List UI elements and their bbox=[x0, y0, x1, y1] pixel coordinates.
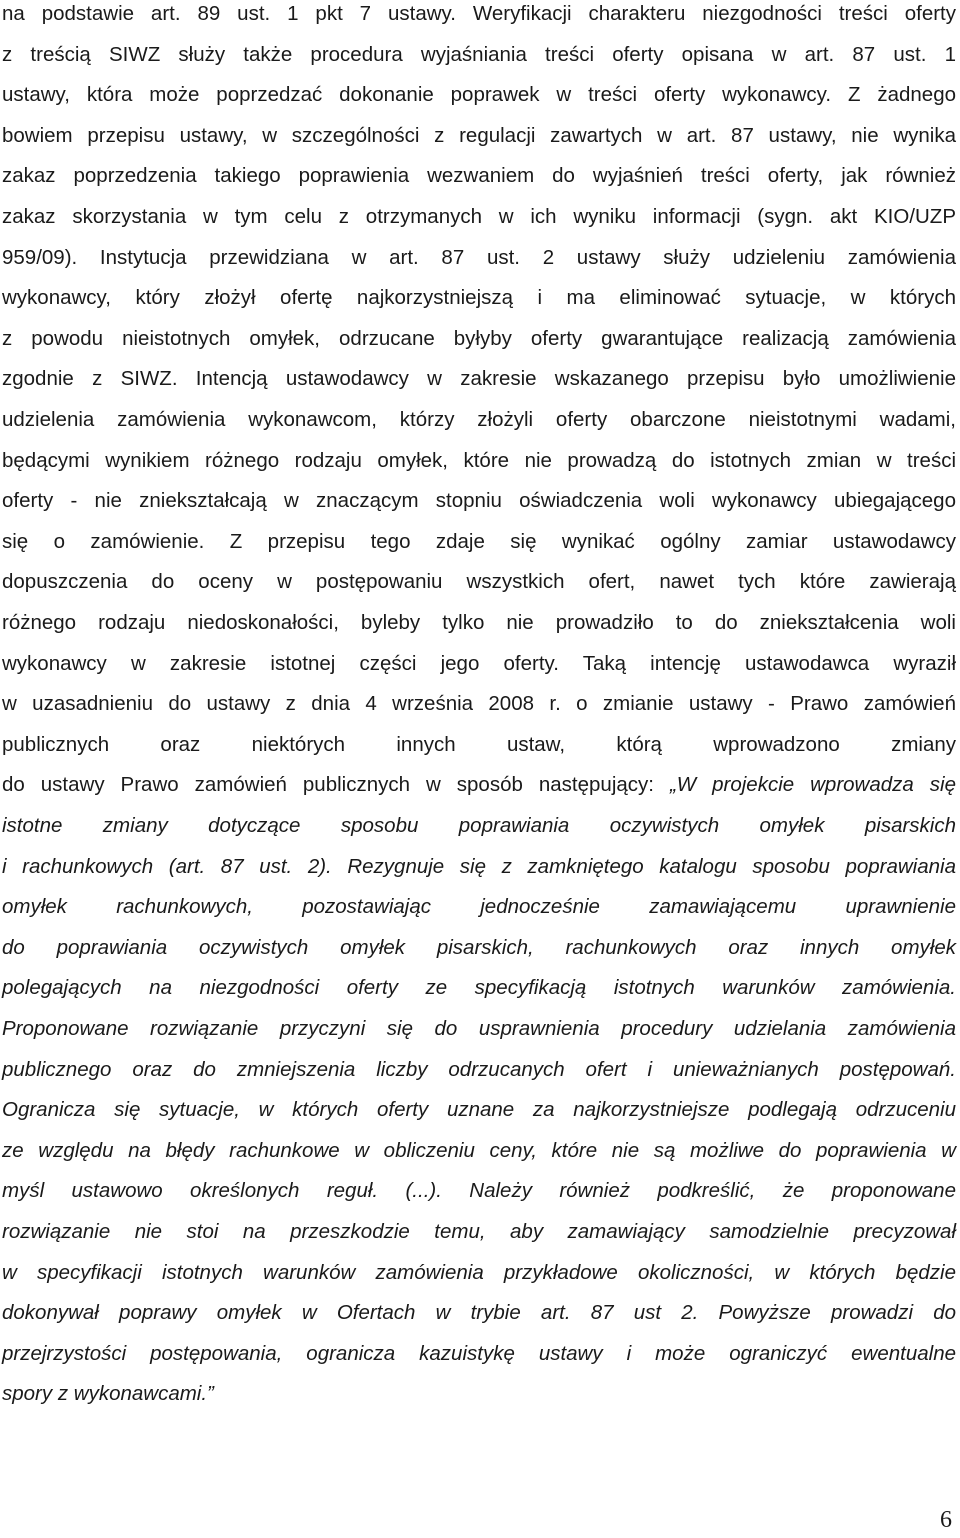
text-line bbox=[2, 365, 956, 393]
quoted-text-segment: w specyfikacji istotnych warunków zamówienia przykładowe okoliczności, w których będzie bbox=[2, 1260, 956, 1284]
text-line bbox=[2, 1015, 956, 1043]
quoted-text-segment: ze względu na błędy rachunkowe w obliczeniu ceny, które nie są możliwe do poprawienia w bbox=[2, 1138, 956, 1162]
text-line bbox=[2, 1259, 956, 1287]
text-line bbox=[2, 1380, 956, 1408]
text-line bbox=[2, 771, 956, 799]
text-line bbox=[2, 731, 956, 759]
quoted-text-segment: Proponowane rozwiązanie przyczyni się do usprawnienia procedury udzielania zamówienia bbox=[2, 1017, 956, 1040]
text-segment: w uzasadnieniu do ustawy z dnia 4 września 2008 r. o zmianie ustawy - Prawo zamówień bbox=[2, 692, 956, 716]
text-line bbox=[2, 0, 956, 28]
quoted-text-segment: „W projekcie wprowadza się bbox=[669, 773, 956, 797]
text-line bbox=[2, 244, 956, 272]
text-line bbox=[2, 325, 956, 353]
quoted-text-segment: polegających na niezgodności oferty ze specyfikacją istotnych warunków zamówienia. bbox=[2, 976, 956, 1000]
text-line bbox=[2, 528, 956, 556]
text-line bbox=[2, 650, 956, 678]
text-segment: zakaz skorzystania w tym celu z otrzymanych w ich wyniku informacji (sygn. akt KIO/UZP bbox=[2, 205, 956, 228]
text-line bbox=[2, 203, 956, 231]
quoted-text-segment: publicznego oraz do zmniejszenia liczby odrzucanych ofert i unieważnianych postępowań. bbox=[2, 1057, 956, 1081]
text-segment: bowiem przepisu ustawy, w szczególności z regulacji zawartych w art. 87 ustawy, nie wynika bbox=[2, 123, 956, 147]
quoted-text-segment: rozwiązanie nie stoi na przeszkodzie temu, aby zamawiający samodzielnie precyzował bbox=[2, 1220, 956, 1243]
text-segment: będącymi wynikiem różnego rodzaju omyłek, które nie prowadzą do istotnych zmian w treści bbox=[2, 448, 956, 472]
text-line bbox=[2, 406, 956, 434]
text-line bbox=[2, 1056, 956, 1084]
text-line bbox=[2, 812, 956, 840]
text-line bbox=[2, 162, 956, 190]
text-line bbox=[2, 974, 956, 1002]
text-segment: zakaz poprzedzenia takiego poprawienia wezwaniem do wyjaśnień treści oferty, jak również bbox=[2, 164, 956, 188]
quoted-text-segment: Ogranicza się sytuacje, w których oferty uznane za najkorzystniejsze podlegają odrzuceniu bbox=[2, 1098, 956, 1122]
text-segment: się o zamówienie. Z przepisu tego zdaje się wynikać ogólny zamiar ustawodawcy bbox=[2, 529, 956, 553]
quoted-text-segment: do poprawiania oczywistych omyłek pisarskich, rachunkowych oraz innych omyłek bbox=[2, 935, 956, 959]
text-line bbox=[2, 284, 956, 312]
text-segment: zgodnie z SIWZ. Intencją ustawodawcy w zakresie wskazanego przepisu było umożliwienie bbox=[2, 367, 956, 391]
text-segment: ustawy, która może poprzedzać dokonanie poprawek w treści oferty wykonawcy. Z żadnego bbox=[2, 83, 956, 107]
text-line bbox=[2, 893, 956, 921]
text-segment: oferty - nie zniekształcają w znaczącym stopniu oświadczenia woli wykonawcy ubiegającego bbox=[2, 489, 956, 513]
page-number: 6 bbox=[940, 1507, 952, 1533]
quoted-text-segment: myśl ustawowo określonych reguł. (...). Należy również podkreślić, że proponowane bbox=[2, 1179, 956, 1203]
quoted-text-segment: dokonywał poprawy omyłek w Ofertach w trybie art. 87 ust 2. Powyższe prowadzi do bbox=[2, 1301, 956, 1325]
text-line bbox=[2, 1096, 956, 1124]
text-line bbox=[2, 81, 956, 109]
text-segment: dopuszczenia do oceny w postępowaniu wszystkich ofert, nawet tych które zawierają bbox=[2, 570, 956, 594]
text-segment: wykonawcy, który złożył ofertę najkorzystniejszą i ma eliminować sytuacje, w których bbox=[2, 286, 956, 310]
text-line bbox=[2, 122, 956, 150]
text-segment: różnego rodzaju niedoskonałości, byleby tylko nie prowadziło to do zniekształcenia woli bbox=[2, 611, 956, 634]
text-line bbox=[2, 609, 956, 637]
text-segment: z powodu nieistotnych omyłek, odrzucane byłyby oferty gwarantujące realizacją zamówienia bbox=[2, 326, 956, 350]
text-line bbox=[2, 1340, 956, 1368]
text-segment: na podstawie art. 89 ust. 1 pkt 7 ustawy. Weryfikacji charakteru niezgodności treści oferty bbox=[2, 2, 956, 25]
text-segment: do ustawy Prawo zamówień publicznych w sposób następujący: bbox=[2, 773, 670, 797]
text-segment: 959/09). Instytucja przewidziana w art. 87 ust. 2 ustawy służy udzieleniu zamówienia bbox=[2, 245, 956, 269]
quoted-text-segment: omyłek rachunkowych, pozostawiając jednocześnie zamawiającemu uprawnienie bbox=[2, 895, 956, 919]
text-line bbox=[2, 1177, 956, 1205]
quoted-text-segment: spory z wykonawcami.” bbox=[2, 1382, 214, 1406]
text-line bbox=[2, 1299, 956, 1327]
text-segment: publicznych oraz niektórych innych ustaw, którą wprowadzono zmiany bbox=[2, 732, 956, 756]
text-line bbox=[2, 690, 956, 718]
text-segment: z treścią SIWZ służy także procedura wyjaśniania treści oferty opisana w art. 87 ust. 1 bbox=[2, 42, 956, 66]
text-line bbox=[2, 934, 956, 962]
text-segment: wykonawcy w zakresie istotnej części jego oferty. Taką intencję ustawodawca wyraził bbox=[2, 651, 956, 675]
text-line bbox=[2, 1137, 956, 1165]
quoted-text-segment: przejrzystości postępowania, ogranicza kazuistykę ustawy i może ograniczyć ewentualne bbox=[2, 1341, 956, 1365]
quoted-text-segment: i rachunkowych (art. 87 ust. 2). Rezygnuje się z zamkniętego katalogu sposobu poprawiania bbox=[2, 854, 956, 878]
text-line bbox=[2, 41, 956, 69]
text-line bbox=[2, 487, 956, 515]
text-segment: udzielenia zamówienia wykonawcom, którzy złożyli oferty obarczone nieistotnymi wadami, bbox=[2, 408, 956, 431]
quoted-text-segment: istotne zmiany dotyczące sposobu poprawiania oczywistych omyłek pisarskich bbox=[2, 814, 956, 837]
text-line bbox=[2, 447, 956, 475]
text-line bbox=[2, 1218, 956, 1246]
text-line bbox=[2, 853, 956, 881]
text-line bbox=[2, 568, 956, 596]
